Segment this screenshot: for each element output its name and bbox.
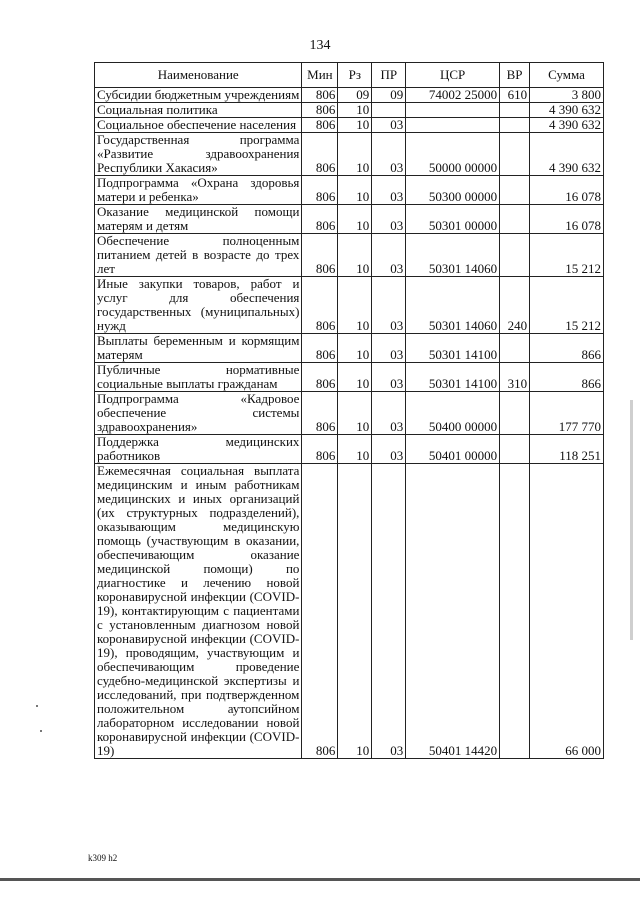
table-row: [95, 118, 604, 133]
header-min: Мин: [302, 63, 338, 88]
cell-vr: 610: [500, 88, 530, 103]
table-row: [95, 277, 604, 334]
cell-vr: [500, 118, 530, 133]
footer-code: k309 h2: [88, 853, 118, 863]
cell-sum: 3 800: [530, 88, 604, 103]
cell-min: 806: [302, 88, 338, 103]
cell-pr: [372, 103, 406, 118]
table-row: [95, 334, 604, 363]
table-row: [95, 234, 604, 277]
cell-vr: [500, 435, 530, 464]
cell-vr: [500, 392, 530, 435]
cell-pr: 03: [372, 118, 406, 133]
scan-edge-mark: [630, 400, 633, 640]
cell-min: 806: [302, 118, 338, 133]
scan-border-line: [0, 878, 640, 881]
table-row: [95, 176, 604, 205]
cell-name: Ежемесячная социальная выплата медицинским и иным работникам медицинских и иных организаций (их структурных подразделений), оказывающим медицинскую помощь (участвующим в оказании, обеспечивающим оказание медицинской помощи) по диагностике и лечению новой коронавирусной инфекции (COVID-19), контактирующим с пациентами с установленным диагнозом новой коронавирусной инфекции (COVID-19), проводящим, участвующим и обеспечивающим проведение судебно-медицинской экспертизы и исследований, при подтвержденном положительном аутопсийном лабораторном исследовании новой коронавирусной инфекции (COVID-19): [95, 464, 302, 759]
cell-name: Социальная политика: [95, 103, 302, 118]
header-csr: ЦСР: [406, 63, 500, 88]
cell-csr: 50301 14060: [406, 277, 500, 334]
cell-min: 806: [302, 234, 338, 277]
cell-min: 806: [302, 103, 338, 118]
cell-vr: 240: [500, 277, 530, 334]
cell-rz: 10: [338, 334, 372, 363]
cell-rz: 10: [338, 118, 372, 133]
cell-name: Обеспечение полноценным питанием детей в возрасте до трех лет: [95, 234, 302, 277]
cell-rz: 10: [338, 363, 372, 392]
cell-min: 806: [302, 176, 338, 205]
cell-name: Выплаты беременным и кормящим матерям: [95, 334, 302, 363]
cell-csr: 50301 00000: [406, 205, 500, 234]
cell-sum: 866: [530, 334, 604, 363]
cell-min: 806: [302, 363, 338, 392]
cell-pr: 03: [372, 435, 406, 464]
page-number: 134: [309, 38, 331, 53]
cell-sum: 4 390 632: [530, 118, 604, 133]
cell-sum: 16 078: [530, 176, 604, 205]
cell-csr: 50401 14420: [406, 464, 500, 759]
cell-name: Государственная программа «Развитие здравоохранения Республики Хакасия»: [95, 133, 302, 176]
cell-rz: 10: [338, 392, 372, 435]
cell-rz: 10: [338, 435, 372, 464]
cell-sum: 16 078: [530, 205, 604, 234]
table-row: [95, 205, 604, 234]
cell-csr: 50301 14100: [406, 363, 500, 392]
cell-csr: 50400 00000: [406, 392, 500, 435]
cell-name: Подпрограмма «Кадровое обеспечение системы здравоохранения»: [95, 392, 302, 435]
cell-pr: 03: [372, 277, 406, 334]
scan-dot: [40, 730, 42, 732]
cell-min: 806: [302, 277, 338, 334]
cell-sum: 177 770: [530, 392, 604, 435]
cell-name: Поддержка медицинских работников: [95, 435, 302, 464]
cell-vr: 310: [500, 363, 530, 392]
table-row: [95, 464, 604, 759]
cell-csr: 74002 25000: [406, 88, 500, 103]
cell-csr: 50301 14060: [406, 234, 500, 277]
cell-rz: 10: [338, 176, 372, 205]
cell-csr: [406, 118, 500, 133]
cell-vr: [500, 176, 530, 205]
cell-sum: 4 390 632: [530, 133, 604, 176]
header-rz: Рз: [338, 63, 372, 88]
cell-sum: 15 212: [530, 277, 604, 334]
cell-pr: 09: [372, 88, 406, 103]
cell-csr: [406, 103, 500, 118]
cell-min: 806: [302, 392, 338, 435]
cell-csr: 50401 00000: [406, 435, 500, 464]
cell-pr: 03: [372, 205, 406, 234]
cell-sum: 66 000: [530, 464, 604, 759]
cell-vr: [500, 334, 530, 363]
cell-pr: 03: [372, 176, 406, 205]
cell-min: 806: [302, 334, 338, 363]
cell-vr: [500, 464, 530, 759]
cell-rz: 10: [338, 277, 372, 334]
cell-rz: 09: [338, 88, 372, 103]
cell-rz: 10: [338, 234, 372, 277]
budget-table: [94, 62, 604, 759]
cell-csr: 50000 00000: [406, 133, 500, 176]
table-row: [95, 103, 604, 118]
cell-name: Оказание медицинской помощи матерям и детям: [95, 205, 302, 234]
table-row: [95, 435, 604, 464]
cell-min: 806: [302, 464, 338, 759]
cell-csr: 50301 14100: [406, 334, 500, 363]
header-pr: ПР: [372, 63, 406, 88]
table-row: [95, 392, 604, 435]
cell-rz: 10: [338, 464, 372, 759]
cell-name: Иные закупки товаров, работ и услуг для обеспечения государственных (муниципальных) нужд: [95, 277, 302, 334]
header-vr: ВР: [500, 63, 530, 88]
cell-vr: [500, 133, 530, 176]
cell-rz: 10: [338, 205, 372, 234]
cell-name: Социальное обеспечение населения: [95, 118, 302, 133]
header-name: Наименование: [95, 63, 302, 88]
header-sum: Сумма: [530, 63, 604, 88]
cell-sum: 866: [530, 363, 604, 392]
cell-pr: 03: [372, 133, 406, 176]
table-header-row: [95, 63, 604, 88]
cell-min: 806: [302, 133, 338, 176]
table-row: [95, 133, 604, 176]
table-row: [95, 88, 604, 103]
cell-name: Публичные нормативные социальные выплаты гражданам: [95, 363, 302, 392]
scan-dot: [36, 705, 38, 707]
cell-vr: [500, 234, 530, 277]
cell-csr: 50300 00000: [406, 176, 500, 205]
cell-sum: 4 390 632: [530, 103, 604, 118]
cell-pr: 03: [372, 234, 406, 277]
cell-min: 806: [302, 205, 338, 234]
table-row: [95, 363, 604, 392]
cell-pr: 03: [372, 363, 406, 392]
cell-pr: 03: [372, 334, 406, 363]
cell-rz: 10: [338, 133, 372, 176]
cell-name: Подпрограмма «Охрана здоровья матери и ребенка»: [95, 176, 302, 205]
cell-pr: 03: [372, 464, 406, 759]
cell-vr: [500, 205, 530, 234]
cell-name: Субсидии бюджетным учреждениям: [95, 88, 302, 103]
cell-vr: [500, 103, 530, 118]
cell-sum: 118 251: [530, 435, 604, 464]
cell-sum: 15 212: [530, 234, 604, 277]
cell-rz: 10: [338, 103, 372, 118]
cell-pr: 03: [372, 392, 406, 435]
cell-min: 806: [302, 435, 338, 464]
